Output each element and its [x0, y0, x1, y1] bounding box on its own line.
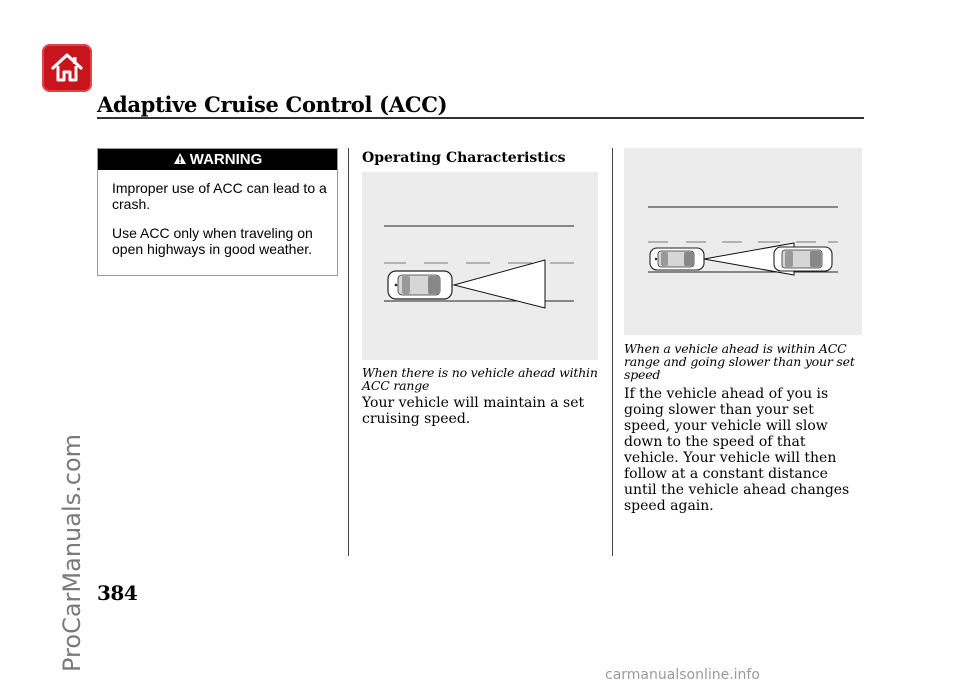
page-number: 384 [97, 581, 138, 605]
own-car-icon [388, 271, 452, 299]
diagram-no-vehicle-ahead [362, 172, 598, 360]
warning-text-2: Use ACC only when traveling on open highways in good weather. [112, 225, 313, 257]
own-car-icon [650, 248, 704, 270]
home-icon [49, 51, 85, 85]
lead-car-icon [774, 247, 832, 271]
watermark-left: ProCarManuals.com [58, 433, 86, 672]
page-title: Adaptive Cruise Control (ACC) [97, 92, 448, 117]
warning-text-1: Improper use of ACC can lead to a crash. [112, 180, 327, 212]
body-vehicle-ahead: If the vehicle ahead of you is going slower than your set speed, your vehicle will slow down to the speed of that vehicle. Your vehicle will then follow at a constant distance until the vehicle ahead changes speed again. [624, 386, 850, 514]
diagram-vehicle-ahead [624, 148, 862, 335]
warning-header [98, 149, 337, 170]
warning-triangle-icon [173, 152, 187, 165]
caption-vehicle-ahead: When a vehicle ahead is within ACC range and going slower than your set speed [624, 341, 855, 382]
body-no-vehicle: Your vehicle will maintain a set cruising speed. [362, 395, 585, 427]
column-divider-2 [612, 148, 613, 556]
section-heading: Operating Characteristics [362, 150, 566, 166]
warning-label: WARNING [189, 151, 263, 168]
watermark-bottom: carmanualsonline.info [605, 667, 760, 683]
column-divider-1 [348, 148, 349, 556]
title-divider [97, 117, 864, 119]
home-button[interactable] [42, 44, 92, 92]
caption-no-vehicle: When there is no vehicle ahead within ACC range [362, 365, 598, 393]
